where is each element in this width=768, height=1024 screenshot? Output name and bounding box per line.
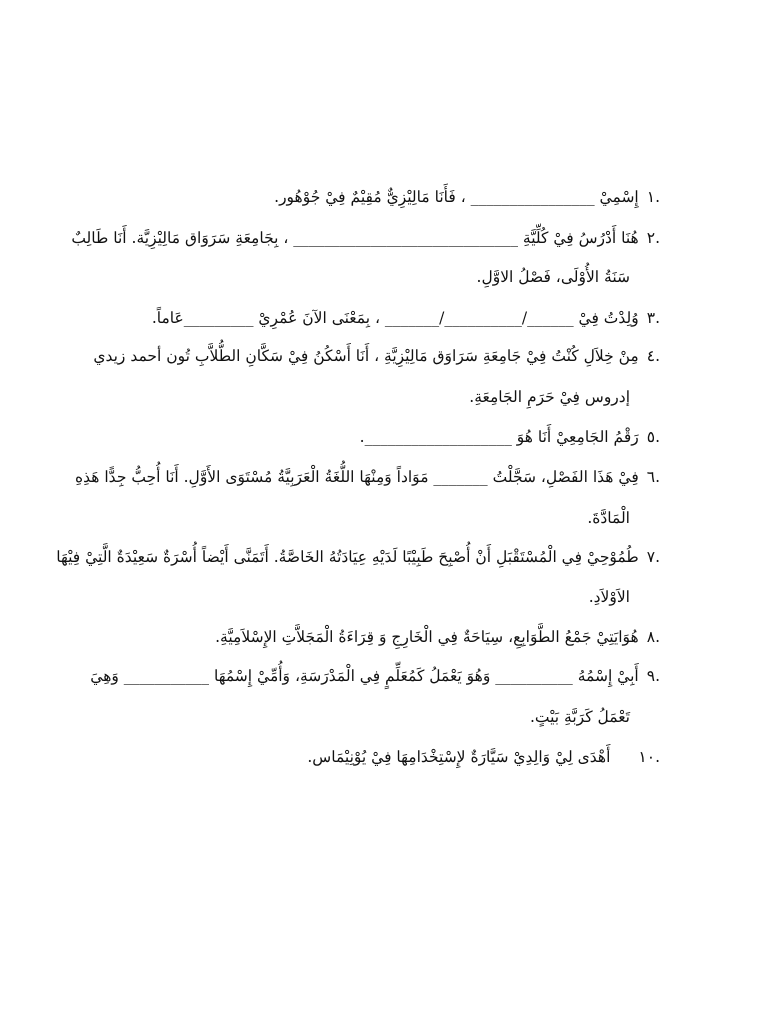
item-5 — [100, 425, 660, 449]
item-number: .٨ — [646, 628, 660, 646]
item-7-continuation — [100, 585, 630, 609]
item-number: .٩ — [646, 667, 660, 685]
item-text: فِيْ هَذَا الفَصْلِ، سَجَّلْتُ _______ مَوَاداً وَمِنْهَا اللُّغَةُ الْعَرَبِيَّةُ مُسْتَوَى الأَوَّلِ. أَنَا أُحِبُّ جِدًّا هَذِهِ — [75, 468, 639, 486]
item-text: إِسْمِيْ ________________ ، فَأَنَا مَالِيْزِيٌّ مُقِيْمٌ فِيْ جُوْهُور. — [274, 188, 639, 206]
item-text: هُنَا أَدْرُسُ فِيْ كُلِّيَّةِ _____________________________ ، بِجَامِعَةِ سَرَوَاق مَالِيْزِيَّة. أَنَا طَالِبٌ — [71, 229, 639, 247]
item-10 — [100, 745, 660, 769]
item-text: الْمَادَّةَ. — [587, 509, 630, 527]
item-text: أَهْدَى لِيْ وَالِدِيْ سَيَّارَةٌ لإِسْتِخْدَامِهَا فِيْ يُوْنِيْمَاس. — [307, 748, 611, 766]
item-2 — [71, 226, 660, 250]
item-text: سَنَةُ الأُوْلَى، فَصْلُ الاوَّلِ. — [476, 268, 630, 286]
item-number: .١٠ — [638, 748, 660, 766]
item-text: هُوَايَتِيْ جَمْعُ الطَّوَابِعِ، سِيَاحَةٌ فِي الْخَارِجِ وَ قِرَاءَةُ الْمَجَلاَّتِ الإِسْلاَمِيَّةِ. — [215, 628, 639, 646]
item-text: طُمُوْحِيْ فِي الْمُسْتَقْبَلِ أَنْ أُصْبِحَ طَبِيْبًا لَدَيْهِ عِيَادَتُهُ الخَاصَّةُ. أَتَمَنَّى أَيْضاً أُسْرَةٌ سَعِيْدَةٌ الَّتِيْ فِيْهَا — [56, 548, 639, 566]
item-text: تَعْمَلُ كَرَبَّةِ بَيْتٍ. — [529, 708, 630, 726]
item-text: أَبِيْ إِسْمُهُ __________ وَهُوَ يَعْمَلُ كَمُعَلِّمٍ فِي الْمَدْرَسَةِ، وَأُمِّيْ إِسْمُهَا ___________ وَهِيَ — [90, 667, 639, 685]
item-2-continuation — [100, 265, 630, 289]
item-9-continuation — [100, 705, 630, 729]
item-text: الاَوْلاَدِ. — [588, 588, 630, 606]
item-6 — [75, 465, 660, 489]
item-4 — [93, 344, 660, 368]
item-text: مِنْ خِلاَلِ كُنْتُ فِيْ جَامِعَةِ سَرَاوَق مَالِيْزِيَّةِ ، أَنَا أَسْكُنُ فِيْ سَكَّانِ الطُّلاَّبِ تُون أحمد زيدي — [93, 347, 639, 365]
item-9 — [90, 664, 660, 688]
item-1 — [100, 185, 660, 209]
item-7 — [56, 545, 660, 569]
item-number: .٧ — [646, 548, 660, 566]
item-text: رَقْمُ الجَامِعِيْ أَنَا هُوَ ___________________. — [359, 428, 639, 446]
item-number: .٥ — [646, 428, 660, 446]
item-number: .٣ — [646, 309, 660, 327]
item-4-continuation — [100, 385, 630, 409]
item-text: إدروس فِيْ حَرَمِ الجَامِعَةِ. — [469, 388, 630, 406]
item-text: وُلِدْتُ فِيْ ______/__________/_______ ، بِمَعْنَى الآنَ عُمْرِيْ _________عَاماً. — [151, 309, 639, 327]
item-number: .٤ — [646, 347, 660, 365]
item-3 — [100, 306, 660, 330]
item-6-continuation — [100, 506, 630, 530]
item-number: .٦ — [646, 468, 660, 486]
item-number: .١ — [646, 188, 660, 206]
item-number: .٢ — [646, 229, 660, 247]
item-8 — [100, 625, 660, 649]
